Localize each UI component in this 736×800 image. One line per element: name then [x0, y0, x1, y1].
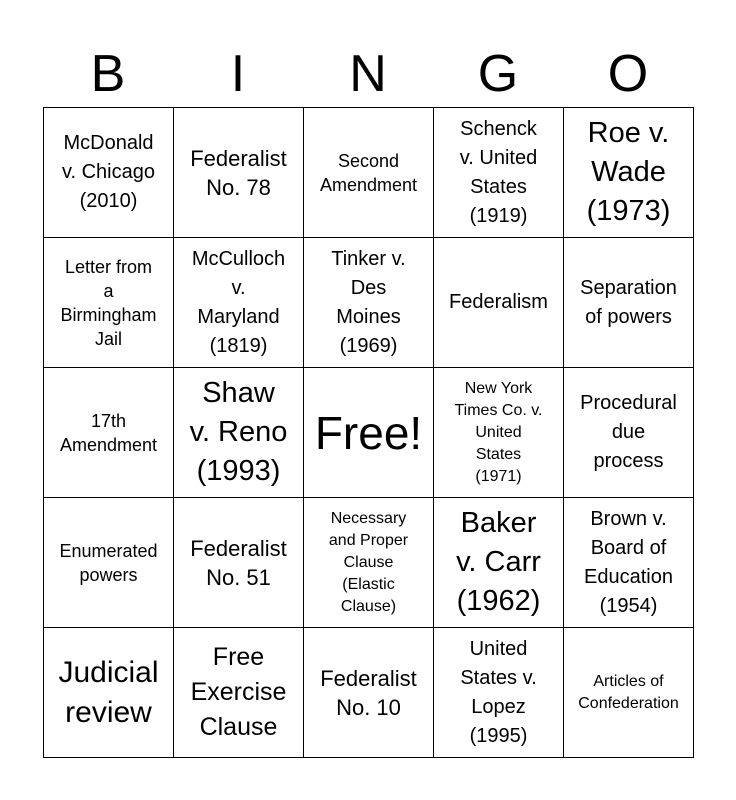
bingo-cell[interactable] [564, 108, 694, 238]
cell-label: 17th Amendment [59, 410, 158, 455]
bingo-cell[interactable] [174, 628, 304, 758]
cell-label: Tinker v. Des Moines (1969) [331, 247, 406, 357]
cell-label: Brown v. Board of Education (1954) [584, 507, 673, 617]
cell-label: Articles of Confederation [578, 672, 679, 712]
bingo-cell[interactable] [44, 108, 174, 238]
cell-label: Procedural due process [580, 392, 677, 472]
bingo-cell[interactable] [304, 238, 434, 368]
bingo-cell[interactable] [304, 498, 434, 628]
header-letter-n: N [349, 45, 387, 103]
bingo-cell[interactable] [434, 498, 564, 628]
bingo-cell[interactable] [174, 498, 304, 628]
cell-label: Federalist No. 51 [190, 535, 287, 590]
grid-row [44, 108, 694, 238]
bingo-cell[interactable] [44, 368, 174, 498]
cell-label: McDonald v. Chicago (2010) [61, 132, 155, 212]
bingo-grid [43, 107, 694, 758]
bingo-cell[interactable] [434, 628, 564, 758]
header-letter-b: B [90, 45, 126, 103]
cell-label: Federalist No. 10 [320, 665, 417, 720]
cell-label: Baker v. Carr (1962) [456, 507, 541, 617]
bingo-cell[interactable] [44, 498, 174, 628]
bingo-cell[interactable] [174, 238, 304, 368]
bingo-cell[interactable] [174, 108, 304, 238]
bingo-cell[interactable] [564, 628, 694, 758]
cell-label: Second Amendment [319, 150, 418, 195]
bingo-cell[interactable] [304, 628, 434, 758]
cell-label: Enumerated powers [59, 540, 158, 585]
cell-label: Necessary and Proper Clause (Elastic Clause) [328, 509, 409, 615]
grid-row [44, 498, 694, 628]
free-space-cell[interactable] [304, 368, 434, 498]
bingo-cell[interactable] [434, 108, 564, 238]
bingo-cell[interactable] [174, 368, 304, 498]
cell-label: Federalist No. 78 [190, 145, 287, 200]
free-space-label: Free! [314, 406, 423, 459]
cell-label: Federalism [449, 291, 548, 313]
grid-row [44, 628, 694, 758]
cell-label: Letter from a Birmingham Jail [60, 256, 157, 349]
bingo-cell[interactable] [44, 628, 174, 758]
bingo-cell[interactable] [564, 368, 694, 498]
bingo-cell[interactable] [44, 238, 174, 368]
cell-label: Judicial review [58, 655, 159, 729]
bingo-cell[interactable] [564, 498, 694, 628]
bingo-cell[interactable] [434, 238, 564, 368]
cell-label: United States v. Lopez (1995) [460, 637, 537, 747]
grid-row [44, 238, 694, 368]
cell-label: Roe v. Wade (1973) [586, 117, 671, 227]
cell-label: New York Times Co. v. United States (1971) [454, 379, 543, 485]
header-letter-g: G [477, 45, 519, 103]
grid-row [44, 368, 694, 498]
header-letter-i: I [230, 45, 246, 103]
bingo-cell[interactable] [434, 368, 564, 498]
cell-label: Shaw v. Reno (1993) [189, 377, 288, 487]
cell-label: Schenck v. United States (1919) [459, 117, 538, 227]
bingo-header [43, 40, 693, 108]
header-letter-o: O [607, 45, 649, 103]
cell-label: McCulloch v. Maryland (1819) [191, 247, 286, 357]
cell-label: Free Exercise Clause [190, 643, 287, 741]
bingo-cell[interactable] [304, 108, 434, 238]
cell-label: Separation of powers [580, 276, 677, 328]
bingo-cell[interactable] [564, 238, 694, 368]
